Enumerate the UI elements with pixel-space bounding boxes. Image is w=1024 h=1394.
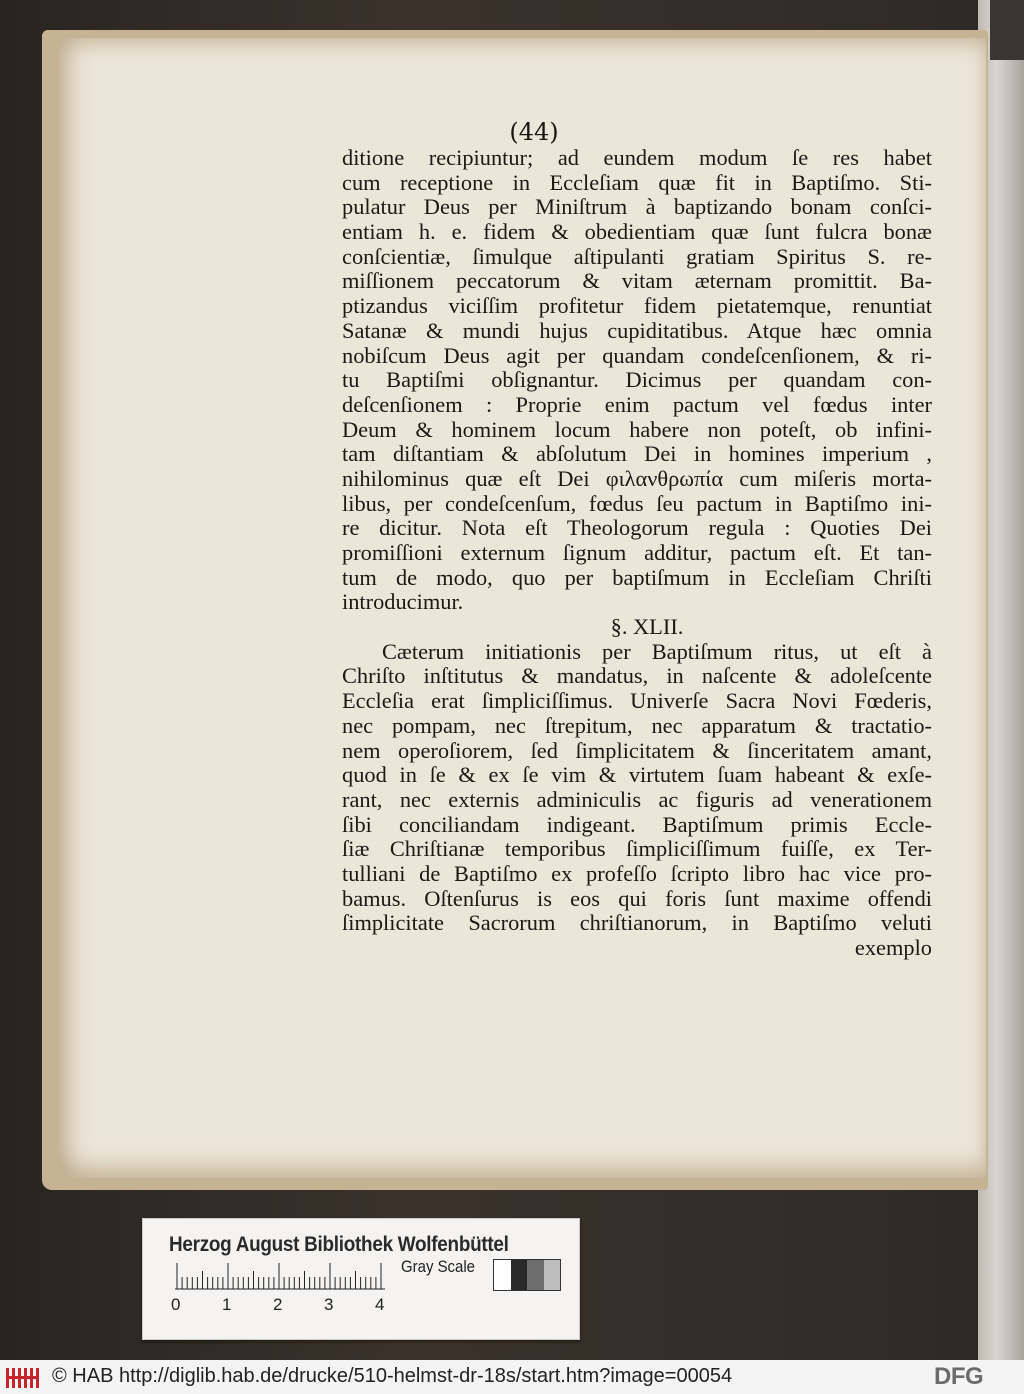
library-color-card — [142, 1218, 580, 1340]
text-line: tum de modo, quo per baptiſmum in Eccleſiam Chriſti — [342, 564, 932, 590]
gray-swatch — [544, 1260, 561, 1290]
text-line: Cæterum initiationis per Baptiſmum ritus, ut eſt à — [382, 638, 932, 664]
gray-scale-swatches — [493, 1259, 561, 1291]
dfg-logo: DFG — [934, 1363, 984, 1390]
text-line: quod in ſe & ex ſe vim & virtutem ſuam habeant & exſe- — [342, 762, 932, 788]
copyright-url: © HAB http://diglib.hab.de/drucke/510-helmst-dr-18s/start.htm?image=00054 — [52, 1365, 733, 1387]
text-line: tam diſtantiam & abſolutum Dei in homines imperium , — [342, 441, 932, 467]
ruler-label: 2 — [273, 1295, 283, 1314]
text-line: pulatur Deus per Miniſtrum à baptizando bonam conſci- — [342, 194, 932, 220]
text-line: introducimur. — [342, 589, 464, 615]
ruler-label: 1 — [222, 1295, 232, 1314]
text-line: conſcientiæ, ſimulque aſtipulanti gratiam Spiritus S. re- — [342, 243, 932, 269]
text-line: ſiæ Chriſtianæ temporibus ſimpliciſſimum fuiſſe, ex Ter- — [342, 836, 932, 862]
page-number: (44) — [509, 118, 559, 146]
viewer-footer — [0, 1360, 1024, 1394]
text-line: Deum & hominem locum habere non poteſt, ob infini- — [342, 416, 932, 442]
text-line: nihilominus quæ eſt Dei φιλανθρωπία cum miſeris morta- — [342, 465, 932, 491]
text-line: nem operoſiorem, ſed ſimplicitatem & ſinceritatem amant, — [342, 737, 932, 763]
text-line: cum receptione in Eccleſiam quæ fit in Baptiſmo. Sti- — [342, 169, 932, 195]
scan-corner — [990, 0, 1024, 60]
text-line: ſimplicitate Sacrorum chriſtianorum, in Baptiſmo veluti — [342, 910, 932, 936]
hab-logo-icon — [6, 1366, 46, 1390]
text-line: Eccleſia erat ſimpliciſſimus. Univerſe Sacra Novi Fœderis, — [342, 688, 932, 714]
ruler-label: 4 — [375, 1295, 385, 1314]
text-line: re dicitur. Nota eſt Theologorum regula : Quoties Dei — [342, 515, 932, 541]
gray-swatch — [527, 1260, 544, 1290]
text-line: entiam h. e. fidem & obedientiam quæ ſunt fulcra bonæ — [342, 219, 932, 245]
gray-swatch — [494, 1260, 511, 1290]
text-line: rant, nec externis adminiculis ac figuris ad venerationem — [342, 786, 932, 812]
library-name: Herzog August Bibliothek Wolfenbüttel — [169, 1233, 509, 1256]
text-line: ptizandus viciſſim profitetur fidem pietatemque, renuntiat — [342, 293, 932, 319]
text-line: tu Baptiſmi obſignantur. Dicimus per quandam con- — [342, 367, 932, 393]
text-line: promiſſioni externum ſignum additur, pactum eſt. Et tan- — [342, 540, 932, 565]
section-heading: §. XLII. — [610, 614, 684, 640]
ruler-label: 0 — [171, 1295, 181, 1314]
text-line: ditione recipiuntur; ad eundem modum ſe res habet — [342, 145, 932, 170]
gray-scale-label: Gray Scale — [401, 1257, 476, 1276]
text-line: Chriſto inſtitutus & mandatus, in naſcente & adoleſcente — [342, 663, 932, 689]
gray-swatch — [511, 1260, 528, 1290]
text-line: ſibi conciliandam indigeant. Baptiſmum primis Eccle- — [342, 811, 932, 837]
text-line: libus, per condeſcenſum, fœdus ſeu pactum in Baptiſmo ini- — [342, 490, 932, 516]
ruler-label: 3 — [324, 1295, 334, 1314]
text-line: nec pompam, nec ſtrepitum, nec apparatum & tractatio- — [342, 712, 932, 738]
text-line: tulliani de Baptiſmo ex profeſſo ſcripto libro hac vice pro- — [342, 860, 932, 886]
catchword: exemplo — [854, 935, 932, 960]
text-line: miſſionem peccatorum & vitam æternam promittit. Ba- — [342, 268, 932, 294]
page-text — [342, 146, 932, 961]
text-line: Satanæ & mundi hujus cupiditatibus. Atque hæc omnia — [342, 317, 932, 343]
text-line: nobiſcum Deus agit per quandam condeſcenſionem, & ri- — [342, 342, 932, 368]
text-line: bamus. Oſtenſurus is eos qui foris ſunt maxime offendi — [342, 885, 932, 911]
text-line: deſcenſionem : Proprie enim pactum vel fœdus inter — [342, 391, 932, 417]
